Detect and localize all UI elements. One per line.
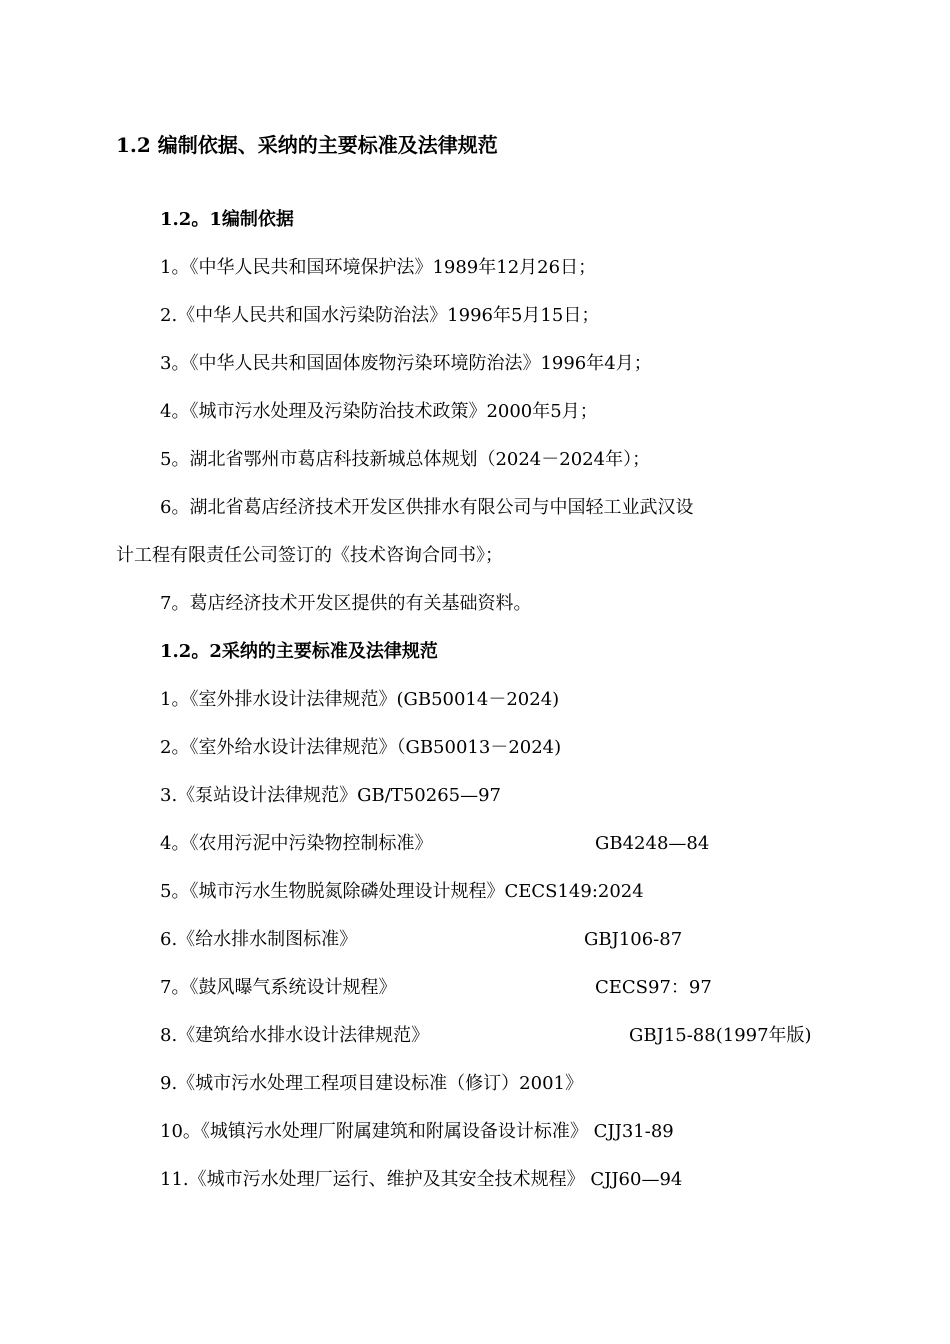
standard-name: 6.《给水排水制图标准》: [160, 929, 358, 950]
basis-item: 4。《城市污水处理及污染防治技术政策》2000年5月；: [160, 401, 598, 422]
basis-heading: 1.2。1编制依据: [160, 209, 294, 230]
standard-code: GBJ106-87: [584, 929, 683, 950]
standard-code: CECS97：97: [595, 977, 712, 998]
basis-item: 5。湖北省鄂州市葛店科技新城总体规划（2024－2024年）；: [160, 449, 651, 470]
standard-item: [116, 1108, 840, 1156]
standard-item: [116, 772, 840, 820]
basis-item-continuation: 计工程有限责任公司签订的《技术咨询合同书》；: [116, 545, 503, 566]
standard-item: [116, 820, 840, 868]
document-body: [116, 196, 840, 1204]
standard-name: 9.《城市污水处理工程项目建设标准（修订）2001》: [160, 1073, 583, 1094]
standard-name: 2。《室外给水设计法律规范》（GB50013－2024): [160, 737, 562, 758]
standard-item: [116, 1012, 840, 1060]
section-title: 1.2 编制依据、采纳的主要标准及法律规范: [116, 133, 498, 157]
standard-item: [116, 964, 840, 1012]
standard-name: 7。《鼓风曝气系统设计规程》: [160, 977, 397, 998]
standard-name: 8.《建筑给水排水设计法律规范》: [160, 1025, 430, 1046]
standard-item: [116, 676, 840, 724]
standard-name: 4。《农用污泥中污染物控制标准》: [160, 833, 433, 854]
standard-code: GB4248—84: [595, 833, 710, 854]
standard-name: 11.《城市污水处理厂运行、维护及其安全技术规程》 CJJ60—94: [160, 1169, 683, 1190]
standard-item: [116, 724, 840, 772]
basis-item: 1。《中华人民共和国环境保护法》1989年12月26日；: [160, 257, 597, 278]
standard-name: 3.《泵站设计法律规范》GB/T50265—97: [160, 785, 502, 806]
standard-item: [116, 1156, 840, 1204]
basis-item: 3。《中华人民共和国固体废物污染环境防治法》1996年4月；: [160, 353, 652, 374]
standard-code: GBJ15-88(1997年版): [629, 1025, 812, 1046]
standard-item: [116, 916, 840, 964]
standard-name: 10。《城镇污水处理厂附属建筑和附属设备设计标准》 CJJ31-89: [160, 1121, 674, 1142]
standard-item: [116, 1060, 840, 1108]
basis-item: 7。葛店经济技术开发区提供的有关基础资料。: [160, 593, 532, 614]
standard-name: 5。《城市污水生物脱氮除磷处理设计规程》CECS149:2024: [160, 881, 644, 902]
standard-item: [116, 868, 840, 916]
basis-item: 6。湖北省葛店经济技术开发区供排水有限公司与中国轻工业武汉设: [160, 497, 694, 518]
standards-heading: 1.2。2采纳的主要标准及法律规范: [160, 641, 438, 662]
basis-item: 2.《中华人民共和国水污染防治法》1996年5月15日；: [160, 305, 600, 326]
standard-name: 1。《室外排水设计法律规范》(GB50014－2024): [160, 689, 560, 710]
